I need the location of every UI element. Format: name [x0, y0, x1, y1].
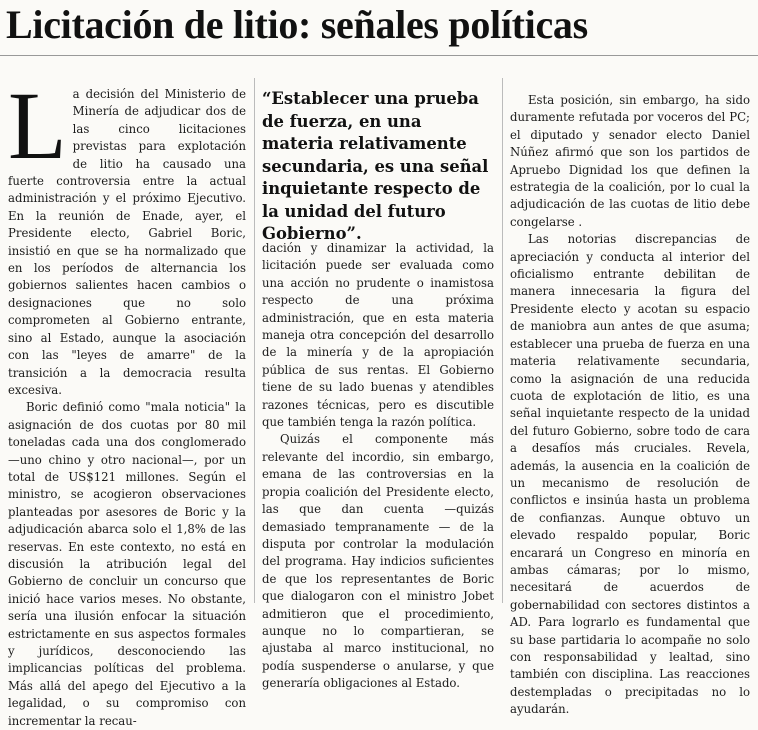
- column-1: [8, 72, 246, 728]
- column-divider: [254, 78, 255, 603]
- headline: Licitación de litio: señales políticas: [6, 2, 588, 47]
- paragraph: Boric definió como "mala noticia" la asignación de dos cuotas por 80 mil toneladas cada una dos conglomerado —uno chino y otro nacional—, por un total de US$121 millones. Según el ministro, se acogieron observaciones planteadas por asesores de Boric y la adjudicación abarca solo el 1,8% de las reservas. En este contexto, no está en discusión la atribución legal del Gobierno de concluir un concurso que inició hace varios meses. No obstante, sería una ilusión enfocar la situación estrictamente en sus aspectos formales y jurídicos, desconociendo las implicancias políticas del problema. Más allá del apego del Ejecutivo a la legalidad, o su compromiso con incrementar la recau-: [8, 400, 246, 728]
- column-divider: [502, 78, 503, 603]
- pull-quote: “Establecer una prueba de fuerza, en una materia relativamente secundaria, es una señal inquietante respecto de la unidad del futuro Gobierno”.: [262, 89, 489, 243]
- paragraph: a decisión del Ministerio de Minería de adjudicar dos de las cinco licitaciones previstas para explotación de litio ha causado una fuerte controversia entre la actual administración y el próximo Ejecutivo. En la reunión de Enade, ayer, el Presidente electo, Gabriel Boric, insistió en que se ha normalizado que en los períodos de alternancia los gobiernos salientes hacen cambios o designaciones que no solo comprometen al Gobierno entrante, sino al Estado, aunque la asociación con las "leyes de amarre" de la transición a la democracia resulta excesiva.: [8, 87, 246, 397]
- column-2: [262, 240, 494, 691]
- headline-rule: [0, 55, 758, 56]
- paragraph: dación y dinamizar la actividad, la licitación puede ser evaluada como una acción no prudente o inamistosa respecto de una próxima administración, que en esta materia maneja otra concepción del desarrollo de la minería y de la apropiación pública de sus rentas. El Gobierno tiene de su lado buenas y atendibles razones técnicas, pero es discutible que también tenga la razón política.: [262, 241, 494, 430]
- drop-cap: L: [8, 72, 67, 179]
- paragraph: Las notorias discrepancias de apreciación y conducta al interior del oficialismo entrante debilitan de manera innecesaria la figura del Presidente electo y acotan su espacio de maniobra aun antes de que asuma; establecer una prueba de fuerza en una materia relativamente secundaria, como la asignación de una reducida cuota de explotación de litio, es una señal inquietante respecto de la unidad del futuro Gobierno, sobre todo de cara a desafíos más cruciales. Revela, además, la ausencia en la coalición de un mecanismo de resolución de conflictos e insinúa hasta un problema de confianzas. Aunque obtuvo un elevado respaldo popular, Boric encarará un Congreso en minoría en ambas cámaras; por lo mismo, necesitará de acuerdos de gobernabilidad con sectores distintos a AD. Para lograrlo es fundamental que su base partidaria lo acompañe no solo con responsabilidad y lealtad, sino también con disciplina. Las reacciones destempladas o precipitadas no lo ayudarán.: [510, 232, 750, 717]
- paragraph: Quizás el componente más relevante del incordio, sin embargo, emana de las controversias en la propia coalición del Presidente electo, las que dan cuenta —quizás demasiado tempranamente — de la disputa por controlar la modulación del programa. Hay indicios suficientes de que los representantes de Boric que dialogaron con el ministro Jobet admitieron que el procedimiento, aunque no lo compartieran, se ajustaba al marco institucional, no podía suspenderse o anularse, y que generaría obligaciones al Estado.: [262, 432, 494, 691]
- paragraph: Esta posición, sin embargo, ha sido duramente refutada por voceros del PC; el diputado y senador electo Daniel Núñez afirmó que son los partidos de Apruebo Dignidad los que definen la estrategia de la coalición, por lo cual la adjudicación de las cuotas de litio debe congelarse .: [510, 93, 750, 229]
- column-3: [510, 92, 750, 717]
